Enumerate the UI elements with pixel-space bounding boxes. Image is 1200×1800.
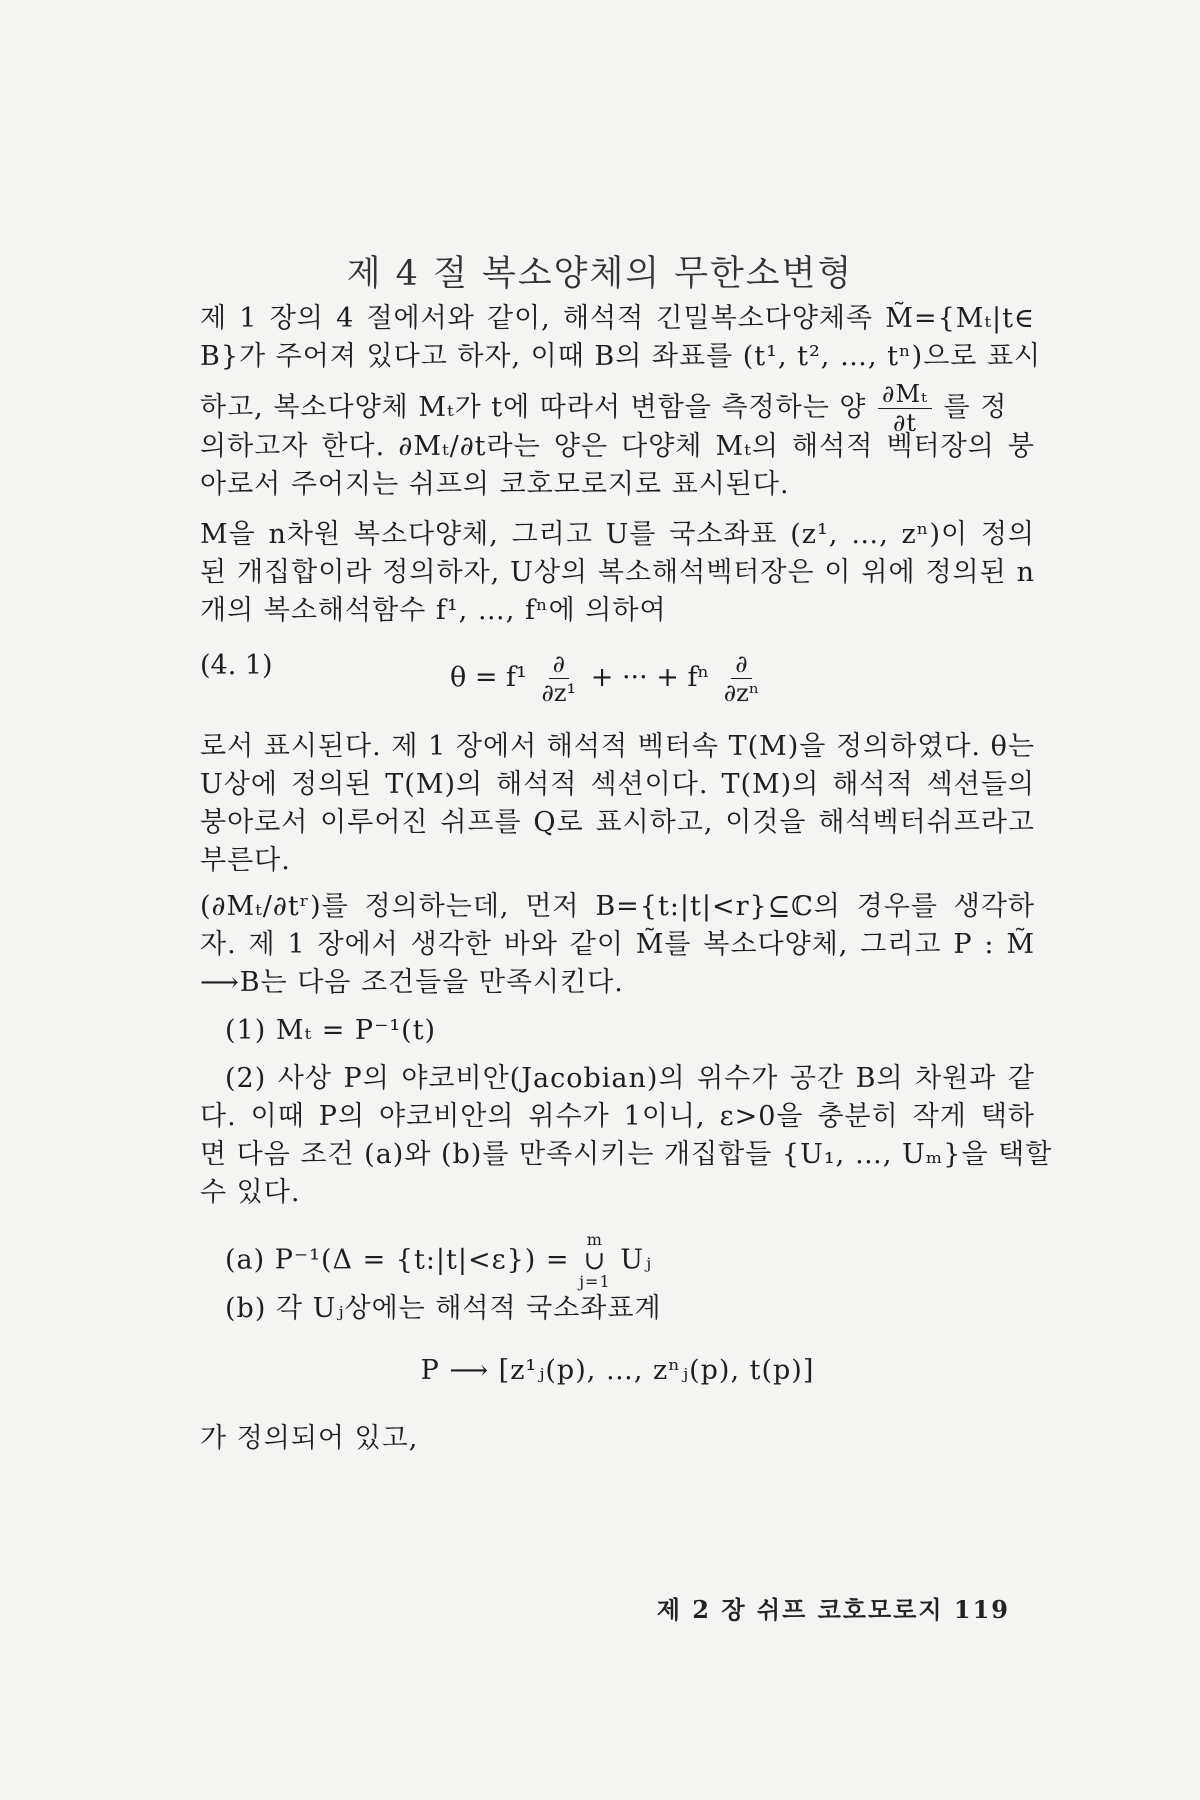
condition-a: [225, 1232, 1035, 1290]
equation-middle: + ··· + fⁿ: [590, 662, 710, 693]
condition-a-lhs: (a) P⁻¹(Δ = {t:|t|<ε}) =: [225, 1244, 580, 1276]
text-line: 자. 제 1 장에서 생각한 바와 같이 M̃를 복소다양체, 그리고 P : M̃: [200, 929, 1035, 960]
text-segment: 하고, 복소다양체 Mₜ가 t에 따라서 변함을 측정하는 양: [200, 392, 867, 423]
text-line: 로서 표시된다. 제 1 장에서 해석적 벡터속 T(M)을 정의하였다. θ는: [200, 731, 1035, 762]
text-line: 부른다.: [200, 845, 291, 876]
mapping-formula: P ⟶ [z¹ⱼ(p), …, zⁿⱼ(p), t(p)]: [420, 1355, 815, 1386]
text-line: 제 1 장의 4 절에서와 같이, 해석적 긴밀복소다양체족 M̃={Mₜ|t∈: [200, 303, 1035, 334]
fraction-numerator: ∂: [549, 650, 569, 679]
condition-1: (1) Mₜ = P⁻¹(t): [225, 1015, 437, 1046]
union-lower-limit: j=1: [579, 1272, 611, 1291]
union-symbol: ∪: [583, 1246, 607, 1276]
text-line: (∂Mₜ/∂tʳ)를 정의하는데, 먼저 B={t:|t|<r}⊆ℂ의 경우를 생각하: [200, 891, 1035, 922]
fraction-denominator: ∂z¹: [541, 679, 577, 707]
text-line: (2) 사상 P의 야코비안(Jacobian)의 위수가 공간 B의 차원과 같: [225, 1063, 1035, 1094]
equation-body: [450, 650, 765, 707]
text-line: M을 n차원 복소다양체, 그리고 U를 국소좌표 (z¹, …, zⁿ)이 정의: [200, 519, 1035, 550]
fraction-numerator: ∂Mₜ: [878, 380, 932, 409]
section-title: 제 4 절 복소양체의 무한소변형: [346, 254, 854, 294]
text-line: ⟶B는 다음 조건들을 만족시킨다.: [200, 967, 624, 998]
union-upper-limit: m: [586, 1230, 603, 1249]
text-line: 면 다음 조건 (a)와 (b)를 만족시키는 개집합들 {U₁, …, Uₘ}을 택할: [200, 1139, 1053, 1170]
fraction-denominator: ∂t: [892, 409, 918, 437]
union-operator: [579, 1232, 611, 1290]
fraction-denominator: ∂zⁿ: [723, 679, 760, 707]
text-line: 아로서 주어지는 쉬프의 코호모로지로 표시된다.: [200, 469, 790, 500]
fraction-d-dz1: [537, 650, 580, 707]
text-line: 수 있다.: [200, 1177, 301, 1208]
text-line: U상에 정의된 T(M)의 해석적 섹션이다. T(M)의 해석적 섹션들의: [200, 769, 1035, 800]
fraction-numerator: ∂: [731, 650, 751, 679]
equation-label: (4. 1): [200, 650, 273, 681]
page-footer: 제 2 장 쉬프 코호모로지 119: [656, 1595, 1010, 1624]
text-line: 개의 복소해석함수 f¹, …, fⁿ에 의하여: [200, 595, 667, 626]
text-line: 붕아로서 이루어진 쉬프를 Q로 표시하고, 이것을 해석벡터쉬프라고: [200, 807, 1035, 838]
condition-b: (b) 각 Uⱼ상에는 해석적 국소좌표계: [225, 1293, 662, 1324]
fraction-d-dzn: [720, 650, 763, 707]
closing-line: 가 정의되어 있고,: [200, 1423, 419, 1454]
text-line: 된 개집합이라 정의하자, U상의 복소해석벡터장은 이 위에 정의된 n: [200, 557, 1035, 588]
text-segment: 를 정: [943, 392, 1008, 423]
condition-a-rhs: Uⱼ: [620, 1244, 653, 1276]
text-line: 다. 이때 P의 야코비안의 위수가 1이니, ε>0을 충분히 작게 택하: [200, 1101, 1035, 1132]
equation-lhs: θ = f¹: [450, 662, 527, 693]
text-line: 의하고자 한다. ∂Mₜ/∂t라는 양은 다양체 Mₜ의 해석적 벡터장의 붕: [200, 431, 1035, 462]
text-line: B}가 주어져 있다고 하자, 이때 B의 좌표를 (t¹, t², …, tⁿ)으로 표시: [200, 341, 1042, 372]
